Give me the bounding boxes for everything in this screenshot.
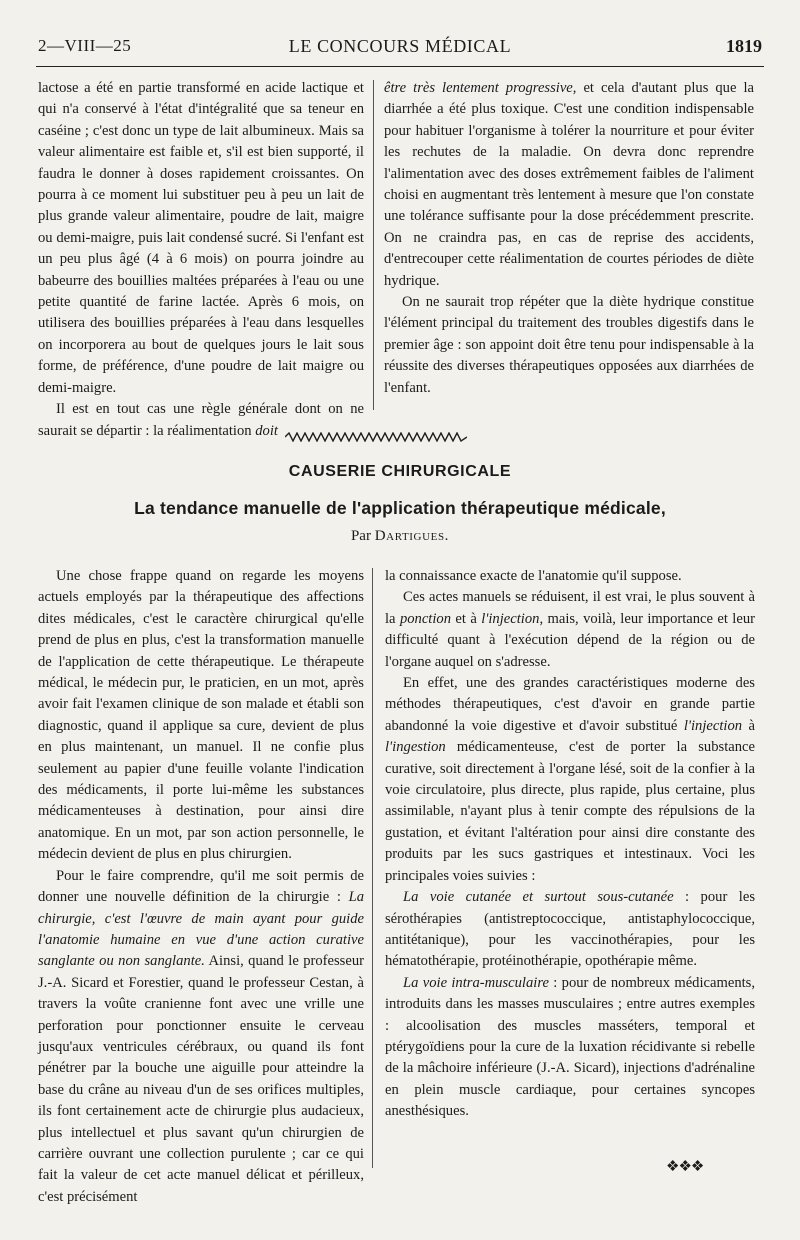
header-rule bbox=[36, 66, 764, 67]
bottom-left-column bbox=[38, 566, 364, 1208]
paragraph-text: et à bbox=[455, 610, 477, 627]
italic-text: doit bbox=[255, 422, 278, 439]
paragraph: lactose a été en partie transformé en acide lactique et qui n'a conservé à l'état d'intégralité que sa teneur en caséine ; c'est donc un type de lait albumineux. Mais sa valeur alimentaire est faible et, s'il est bien supporté, il faudra le donner à doses rapidement croissantes. On pourra à ce moment lui substituer peu à peu un lait de plus grande valeur alimentaire, poudre de lait, maigre ou demi-maigre, puis lait condensé sucré. Si l'enfant est un peu plus âgé (4 à 6 mois) on pourra joindre au babeurre des bouillies maltées préparées à l'eau ou une petite quantité de farine lactée. Après 6 mois, on utilisera des bouillies préparées à l'eau dans lesquelles on incorporera au bout de quelques jours le lait sous forme, de préférence, d'une poudre de lait maigre ou demi-maigre. bbox=[38, 80, 364, 396]
page-number: 1819 bbox=[726, 36, 762, 56]
paragraph-text: Pour le faire comprendre, qu'il me soit permis de donner une nouvelle définition de la chirurgie : bbox=[38, 867, 364, 906]
paragraph-text: : pour les sérothérapies (antistreptococcique, antistaphylococcique, antitétanique), pour les vaccinothérapies, pour les hématothérapie, protéinothérapie, opothérapie même. bbox=[385, 889, 755, 970]
italic-text: La voie intra-musculaire bbox=[403, 974, 549, 991]
page-reference: 2—VIII—25 bbox=[38, 36, 132, 55]
italic-text: La voie cutanée et surtout sous-cutanée bbox=[403, 889, 674, 906]
end-ornament: ❖❖❖ bbox=[666, 1159, 704, 1175]
paragraph-text: En effet, une des grandes caractéristiques moderne des méthodes thérapeutiques, c'est d'avoir en grande partie abandonné la voie digestive et d'avoir substitué bbox=[385, 675, 755, 734]
paragraph-text: médicamenteuse, c'est de porter la substance curative, soit directement à l'organe lésé, soit de la confier à la voie circulatoire, plus directe, plus rapide, plus certaine, plus assimilable, n'ayant plus à tenir compte des répulsions de la gustation, et évitant l'altération pour ainsi dire constante des produits par les sucs gastriques et intestinaux. Voci les principales voies suivies : bbox=[385, 739, 755, 884]
paragraph: On ne saurait trop répéter que la diète hydrique constitue l'élément principal du traitement des troubles digestifs dans le premier âge : son appoint doit être tenu pour indispensable à la réussite des diverses thérapeutiques opposées aux diarrhées de l'enfant. bbox=[384, 294, 754, 396]
journal-title: LE CONCOURS MÉDICAL bbox=[288, 36, 512, 56]
author-name: Dartigues. bbox=[374, 528, 450, 544]
paragraph: Une chose frappe quand on regarde les moyens actuels employés par la thérapeutique des affections dites médicales, c'est le caractère chirurgical qu'elle prend de plus en plus, c'est la transformation manuelle de l'application de cette thérapeutique. Le thérapeute médical, le médecin pur, le praticien, en un mot, après avoir fait l'examen clinique de son malade et établi son diagnostic, quand il applique sa cure, devient de plus en plus maintenant, un manuel. Il ne confie plus seulement au papier d'une feuille volante l'indication des médicaments, il porte lui-même les substances médicamenteuses à destination, pour ainsi dire anatomique. En un mot, par son action personnelle, le médecin devient de plus en plus chirurgien. bbox=[38, 568, 364, 863]
italic-text: être très lentement progressive bbox=[384, 80, 573, 96]
section-title: CAUSERIE CHIRURGICALE bbox=[288, 463, 512, 480]
top-left-column bbox=[38, 78, 364, 442]
byline bbox=[0, 528, 800, 545]
paragraph bbox=[385, 587, 755, 673]
top-right-column bbox=[384, 78, 754, 399]
italic-text: ponction bbox=[399, 610, 452, 627]
byline-prefix: Par bbox=[350, 528, 371, 544]
column-divider bbox=[373, 80, 374, 410]
paragraph-text: Il est en tout cas une règle générale dont on ne saurait se départir : la réalimentation bbox=[38, 401, 364, 439]
paragraph-text: Ainsi, quand le professeur J.-A. Sicard et Forestier, quand le professeur Cestan, à travers la voûte cranienne font avec une vrille une perforation pour ponctionner ensuite le cerveau jusqu'aux ventricules cérébraux, ou quand ils font pénétrer par la bouche une aiguille pour atteindre la base du crâne au niveau d'un de ses orifices multiples, ils font certainement acte de chirurgie plus audacieux, plus intellectuel et plus savant qu'un chirurgien de carrière ouvrant une collection purulente ; car ce qui fait la valeur de cet acte manuel délicat et périlleux, c'est précisément bbox=[38, 953, 364, 1205]
paragraph bbox=[385, 973, 755, 1123]
paragraph-text: : pour de nombreux médicaments, introduits dans les masses musculaires ; entre autres exemples : alcoolisation des muscles masséters, temporal et ptérygoïdiens pour la cure de la luxation récidivante si rebelle de la mâchoire inférieure (J.-A. Sicard), injections d'adrénaline en plein muscle cardiaque, pour certaines syncopes anesthésiques. bbox=[385, 974, 755, 1120]
italic-text: l'ingestion bbox=[385, 739, 446, 756]
paragraph-text: Ces actes manuels se réduisent, il est vrai, le plus souvent à la bbox=[385, 589, 755, 627]
paragraph bbox=[385, 887, 755, 973]
italic-text: l'injection bbox=[683, 717, 743, 734]
paragraph bbox=[38, 866, 364, 1209]
column-divider bbox=[372, 568, 373, 1168]
decorative-ornament bbox=[285, 432, 467, 442]
paragraph bbox=[385, 673, 755, 887]
paragraph-text: , mais, voilà, leur importance et leur difficulté quant à l'exécution dépend de la région ou de l'organe auquel on s'adresse. bbox=[385, 610, 755, 670]
paragraph: la connaissance exacte de l'anatomie qu'il suppose. bbox=[385, 568, 682, 584]
bottom-right-column bbox=[385, 566, 755, 1123]
paragraph-text: à bbox=[748, 717, 755, 734]
paragraph bbox=[384, 78, 754, 292]
definition-text: La chirurgie, c'est l'œuvre de main ayant pour guide l'anatomie humaine en vue d'une action curative sanglante ou non sanglante. bbox=[38, 889, 364, 970]
running-header bbox=[38, 36, 762, 62]
italic-text: l'injection bbox=[481, 610, 540, 627]
article-title: La tendance manuelle de l'application thérapeutique médicale, bbox=[134, 498, 666, 518]
paragraph-text: , et cela d'autant plus que la diarrhée a été plus toxique. C'est une condition indispensable pour habituer l'organisme à tolérer la nourriture et pour éviter les rechutes de la maladie. On devra donc reprendre l'alimentation avec des doses extrêmement faibles de l'aliment choisi en augmentant très lentement à mesure que l'on constate une tolérance suffisante pour la dose précédemment prescrite. On ne craindra pas, en cas de reprise des accidents, d'entrecouper cette réalimentation de courtes périodes de diète hydrique. bbox=[384, 80, 754, 289]
